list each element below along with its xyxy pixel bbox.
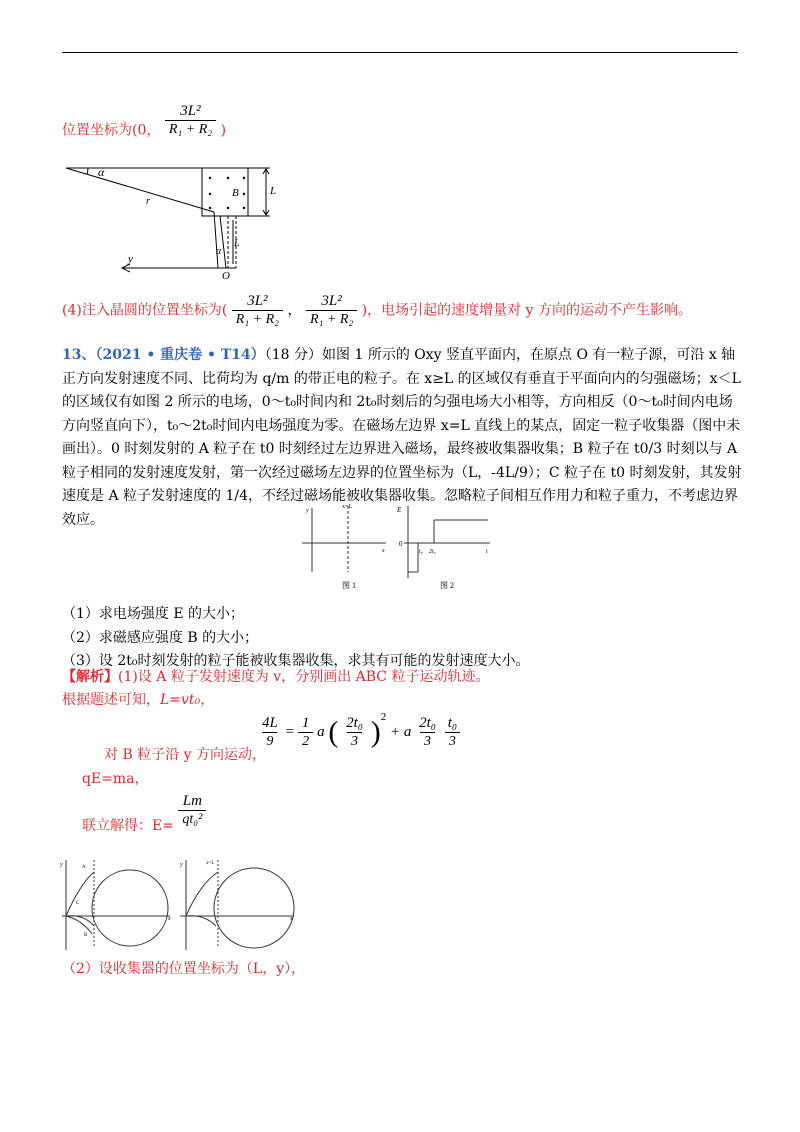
position-close: ) [220,122,227,139]
fraction-numerator: 2t₀ [419,715,436,731]
fraction-numerator: 2t₀ [346,715,363,731]
sketch2-xl: x=L [206,861,215,866]
fig1-caption: 图 1 [342,581,356,590]
fig2-t0-label: t₀ [419,549,423,555]
header-rule [62,52,738,53]
answer-4-suffix: )，电场引起的速度增量对 y 方向的运动不产生影响。 [361,302,692,319]
solution-line-1 [62,666,742,690]
question-figures [298,500,498,600]
field-diagram [62,160,282,282]
alpha-label: α [98,165,105,179]
fraction-denominator: R₁ + R₂ [232,310,283,329]
position-fraction [165,102,216,139]
position-coordinate-line [62,103,227,149]
fraction-numerator: Lm [182,793,202,809]
solution-line-2 [62,689,742,713]
fraction-denominator: 9 [262,732,277,751]
b-field-label: B [232,187,239,199]
question-number: 13、（2021 • 重庆卷 • T14） [62,347,265,363]
sketch1-x: x [168,916,171,922]
fraction-numerator: 3L² [180,103,201,119]
sub-question-2: （2）求磁感应强度 B 的大小； [62,629,259,646]
origin-label: O [222,270,230,282]
fig2-e-label: E [397,506,402,514]
length-label-2: L [234,238,240,249]
sub-question-1: （1）求电场强度 E 的大小； [62,606,245,622]
alpha-label-2: α [216,246,222,257]
answer-4-line [62,292,692,329]
fig2-t-label: t [486,549,488,555]
result-label: 联立解得：E= [82,818,174,834]
solution-text-1: (1)设 A 粒子发射速度为 v，分别画出 ABC 粒子运动轨迹。 [118,669,490,685]
fraction-denominator: 3 [445,732,460,751]
fig2-2t0-label: 2t₀ [429,549,436,555]
answer-4-fraction-2 [306,292,357,329]
eq-paren-open: ( [328,715,339,749]
fraction-numerator: 4L [262,715,278,731]
eq-equals: = [285,724,295,740]
sketch1-y: y [60,862,63,868]
fraction-denominator: R₁ + R₂ [306,310,357,329]
solution-text-2: 根据题述可知， [62,692,160,708]
sketch2-x: x [290,916,293,922]
eq-frac4 [444,714,461,751]
sketch2-y: y [180,862,183,868]
sketch1-b: B [84,933,88,938]
answer-4-sep: ， [287,302,302,319]
sub-question-3: （3）设 2t₀时刻发射的粒子能被收集器收集，求其有可能的发射速度大小。 [62,653,530,669]
solution-line-6: （2）设收集器的位置坐标为（L，y）， [62,961,306,977]
trajectory-sketches [58,854,308,954]
fraction-numerator: t₀ [447,715,458,731]
solution-l-equation: L=vt₀， [160,692,215,708]
question-text: （18 分）如图 1 所示的 Oxy 竖直平面内，在原点 O 有一粒子源，可沿 x 轴正方向发射速度不同、比荷均为 q/m 的带正电的粒子。在 x≥L 的区域仅有垂直于平面向内的匀强磁场；x＜L 的区域仅有如图 2 所示的电场，0～t₀时间内和 2t₀时刻后的匀强电场大小相等，方向相反（0～t₀时间内电场方向竖直向下），t₀～2t₀时间内电场强度为零。在磁场左边界 x=L 直线上的某点，固定一粒子收集器（图中未画出）。0 时刻发射的 A 粒子在 t0 时刻经过左边界进入磁场，最终被收集器收集；B 粒子在 t0/3 时刻以与 A 粒子相同的发射速度发射，第一次经过磁场左边界的位置坐标为（L，-4L/9）；C 粒子在 t0 时刻发射，其发射速度是 A 粒子发射速度的 1/4，不经过磁场能被收集器收集。忽略粒子间相互作用力和粒子重力，不考虑边界效应。 [62,347,742,528]
fig1-x-label: x [382,548,385,554]
eq-a: a [317,724,325,740]
eq-paren-close: ) [370,715,381,749]
fig2-caption: 图 2 [440,581,454,590]
eq-inner [342,714,367,751]
eq-half [298,714,314,751]
y-axis-label: y [128,253,133,265]
fraction-numerator: 3L² [247,293,268,309]
fig2-origin: 0 [399,540,403,548]
eq-frac3 [415,714,440,751]
eq-plus-a: + a [389,724,412,740]
sketch1-a: A [82,865,86,870]
fraction-numerator: 1 [301,715,310,731]
sketch1-c: C [76,901,80,906]
result-fraction [178,792,206,829]
solution-line-4: qE=ma， [82,771,149,787]
sub-questions [62,603,742,674]
solution-tag: 【解析】 [62,669,118,685]
fraction-denominator: qt₀² [178,810,206,829]
answer-4-prefix: (4)注入晶圆的位置坐标为( [62,302,228,319]
fraction-denominator: 3 [420,732,435,751]
fraction-numerator: 3L² [321,293,342,309]
fig1-xl-label: x=L [342,504,353,510]
radius-label: r [146,196,150,207]
fraction-denominator: 3 [347,732,362,751]
solution-result [82,793,206,837]
fraction-denominator: 2 [298,732,313,751]
kinematics-equation [258,710,461,751]
fig1-y-label: y [306,508,309,514]
length-label-1: L [270,185,277,197]
fraction-denominator: R₁ + R₂ [165,120,216,139]
eq-square: 2 [380,710,387,723]
answer-4-fraction-1 [232,292,283,329]
solution-line-3: 对 B 粒子沿 y 方向运动， [104,747,266,763]
position-label: 位置坐标为(0， [62,122,161,139]
